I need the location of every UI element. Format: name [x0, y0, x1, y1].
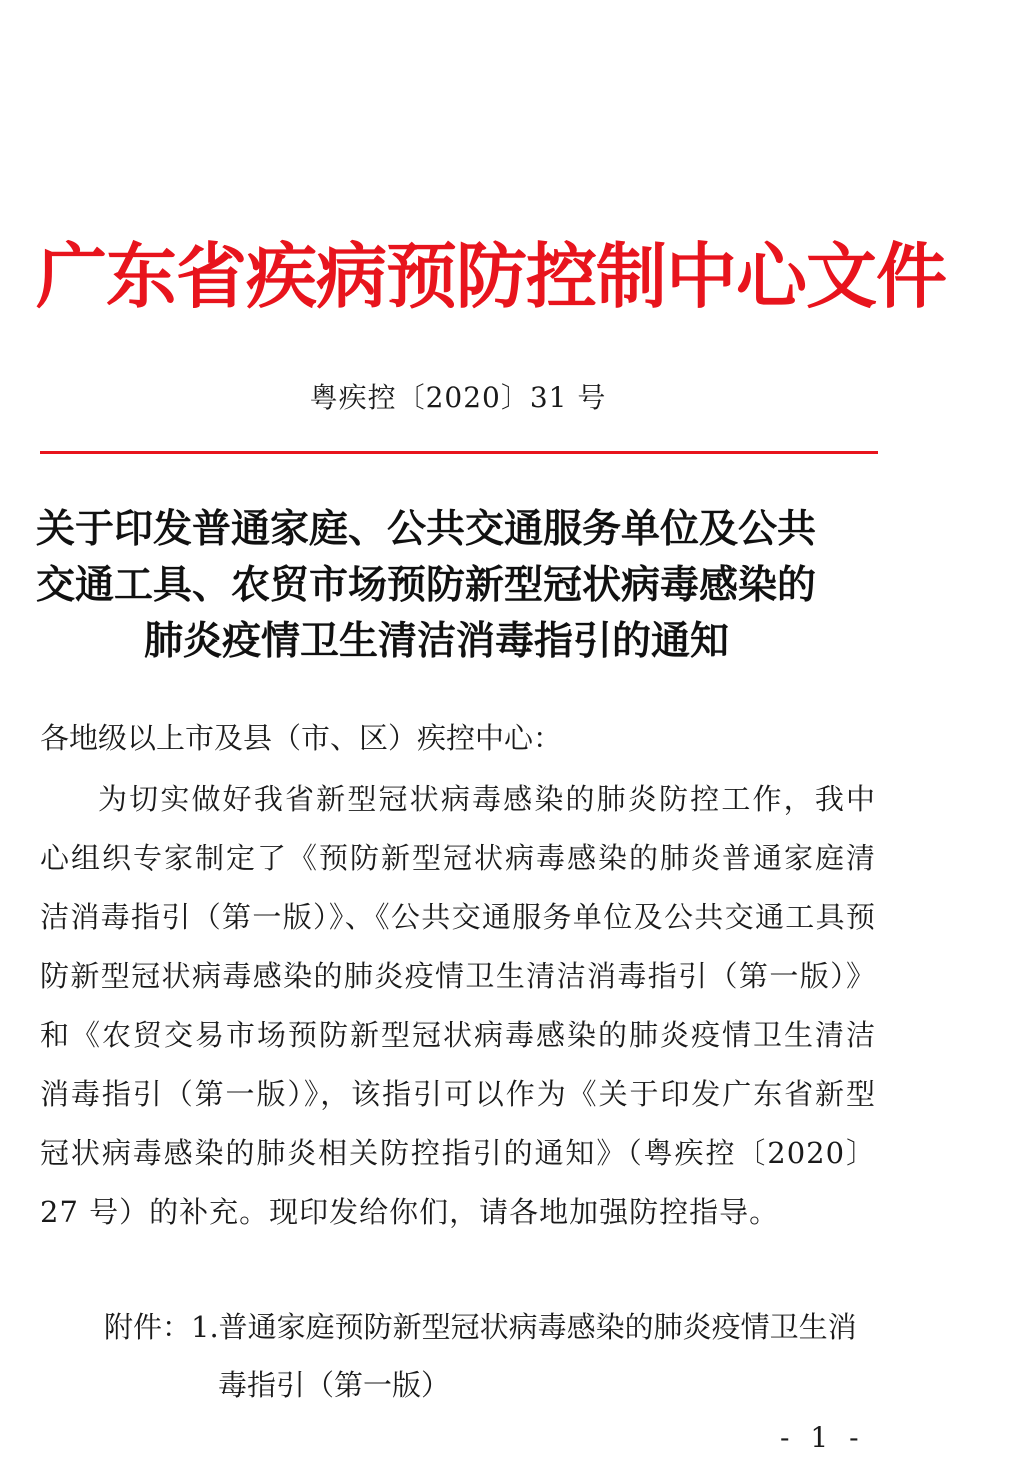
title-line-2: 交通工具、农贸市场预防新型冠状病毒感染的	[36, 563, 817, 608]
document-number: 粤疾控〔2020〕31 号	[309, 381, 607, 414]
attachment-line-1: 附件：1.普通家庭预防新型冠状病毒感染的肺炎疫情卫生消	[104, 1310, 857, 1344]
title-line-3: 肺炎疫情卫生清洁消毒指引的通知	[144, 619, 730, 664]
salutation: 各地级以上市及县（市、区）疾控中心：	[40, 721, 563, 755]
masthead-title: 广东省疾病预防控制中心文件	[36, 234, 947, 318]
title-line-1: 关于印发普通家庭、公共交通服务单位及公共	[36, 507, 817, 552]
notice-title	[36, 502, 886, 670]
body-paragraph: 为切实做好我省新型冠状病毒感染的肺炎防控工作，我中心组织专家制定了《预防新型冠状病毒感染的肺炎普通家庭清洁消毒指引（第一版）》、《公共交通服务单位及公共交通工具预防新型冠状病毒感染的肺炎疫情卫生清洁消毒指引（第一版）》和《农贸交易市场预防新型冠状病毒感染的肺炎疫情卫生清洁消毒指引（第一版）》，该指引可以作为《关于印发广东省新型冠状病毒感染的肺炎相关防控指引的通知》（粤疾控〔2020〕27 号）的补充。现印发给你们，请各地加强防控指导。	[40, 782, 876, 1229]
attachment-line-2: 毒指引（第一版）	[218, 1368, 451, 1402]
attachment-list	[104, 1298, 880, 1414]
page-number: - 1 -	[780, 1421, 865, 1454]
red-divider-line	[40, 451, 878, 454]
